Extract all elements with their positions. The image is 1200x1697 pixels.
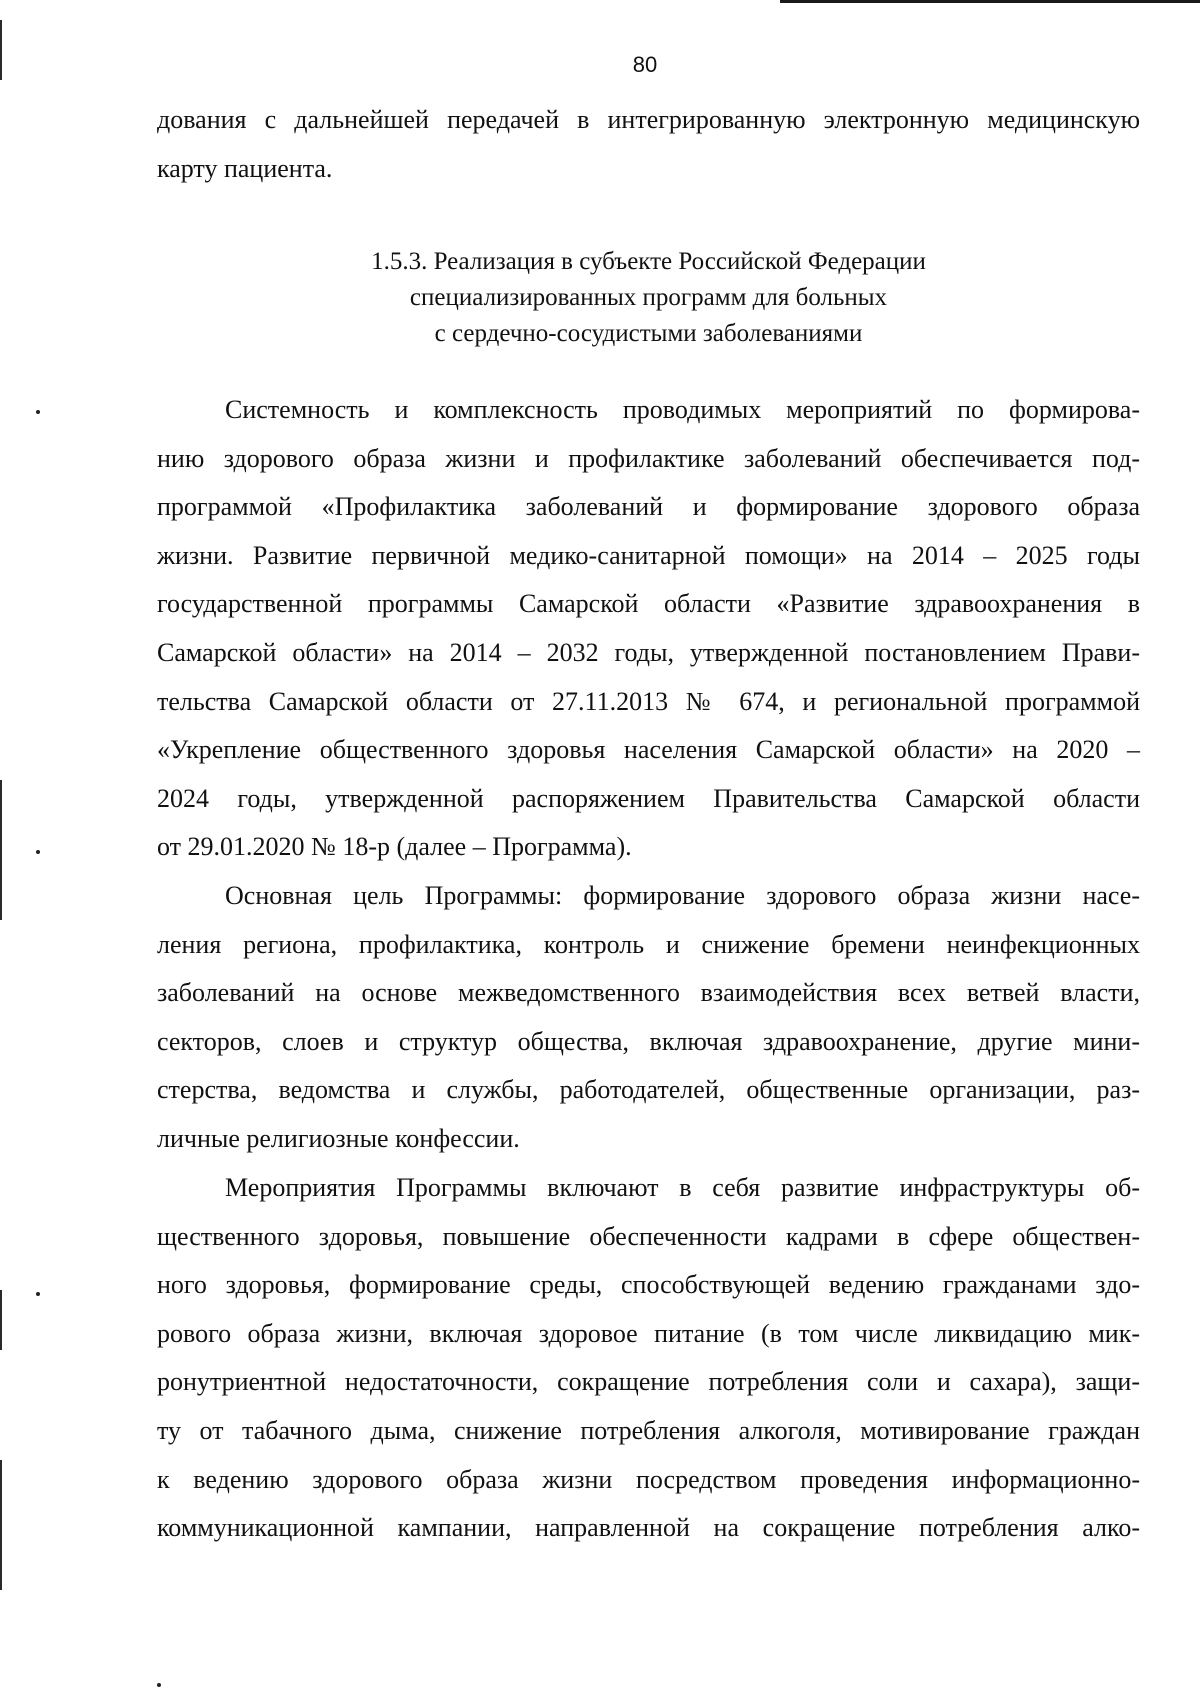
text-line: ления региона, профилактика, контроль и снижение бремени неинфекционных — [157, 929, 1140, 959]
text-line: государственной программы Самарской области «Развитие здравоохранения в — [157, 589, 1140, 619]
text-line: щественного здоровья, повышение обеспеченности кадрами в сфере обществен- — [157, 1221, 1140, 1251]
paragraph-2 — [157, 872, 1140, 1164]
scan-edge-left — [0, 1460, 2, 1590]
scan-edge-left — [0, 780, 2, 920]
text-line: рового образа жизни, включая здоровое питание (в том числе ликвидацию мик- — [157, 1318, 1140, 1348]
section-heading — [157, 244, 1140, 352]
text-line: дования с дальнейшей передачей в интегрированную электронную медицинскую — [157, 105, 1140, 134]
scan-speck — [36, 1292, 40, 1296]
text-line: секторов, слоев и структур общества, включая здравоохранение, другие мини- — [157, 1026, 1140, 1056]
text-line: Самарской области» на 2014 – 2032 годы, утвержденной постановлением Прави- — [157, 637, 1140, 667]
text-line: коммуникационной кампании, направленной на сокращение потребления алко- — [157, 1513, 1140, 1543]
scan-speck — [157, 1683, 161, 1687]
intro-text — [157, 96, 1140, 193]
text-line: к ведению здорового образа жизни посредством проведения информационно- — [157, 1464, 1140, 1494]
text-line: заболеваний на основе межведомственного взаимодействия всех ветвей власти, — [157, 978, 1140, 1008]
scan-speck — [36, 850, 40, 854]
text-line: Мероприятия Программы включают в себя развитие инфраструктуры об- — [225, 1173, 1140, 1202]
scan-edge-left — [0, 1290, 2, 1350]
text-line: тельства Самарской области от 27.11.2013 № 674, и региональной программой — [157, 686, 1140, 716]
heading-line: с сердечно-сосудистыми заболеваниями — [434, 320, 863, 347]
text-line: ронутриентной недостаточности, сокращение потребления соли и сахара), защи- — [157, 1367, 1140, 1397]
paragraph-3 — [157, 1164, 1140, 1553]
text-line: ного здоровья, формирование среды, способствующей ведению гражданами здо- — [157, 1270, 1140, 1300]
paragraph-1 — [157, 386, 1140, 872]
page-number: 80 — [632, 52, 658, 77]
text-line: от 29.01.2020 № 18-р (далее – Программа). — [157, 832, 632, 862]
text-line: 2024 годы, утвержденной распоряжением Правительства Самарской области — [157, 783, 1140, 813]
text-line: программой «Профилактика заболеваний и формирование здорового образа — [157, 492, 1140, 522]
text-line: жизни. Развитие первичной медико-санитарной помощи» на 2014 – 2025 годы — [157, 540, 1140, 570]
text-line: Системность и комплексность проводимых мероприятий по формирова- — [225, 395, 1140, 424]
text-line: стерства, ведомства и службы, работодателей, общественные организации, раз- — [157, 1075, 1140, 1105]
heading-line: 1.5.3. Реализация в субъекте Российской Федерации — [371, 248, 926, 275]
text-line: личные религиозные конфессии. — [157, 1123, 520, 1153]
scan-edge-top — [780, 0, 1200, 3]
scan-speck — [36, 410, 40, 414]
text-line: «Укрепление общественного здоровья населения Самарской области» на 2020 – — [157, 735, 1140, 765]
heading-line: специализированных программ для больных — [409, 284, 888, 311]
text-line: ту от табачного дыма, снижение потребления алкоголя, мотивирование граждан — [157, 1415, 1140, 1445]
text-line: карту пациента. — [157, 153, 333, 183]
text-line: нию здорового образа жизни и профилактике заболеваний обеспечивается под- — [157, 443, 1140, 473]
text-line: Основная цель Программы: формирование здорового образа жизни насе- — [225, 881, 1140, 910]
